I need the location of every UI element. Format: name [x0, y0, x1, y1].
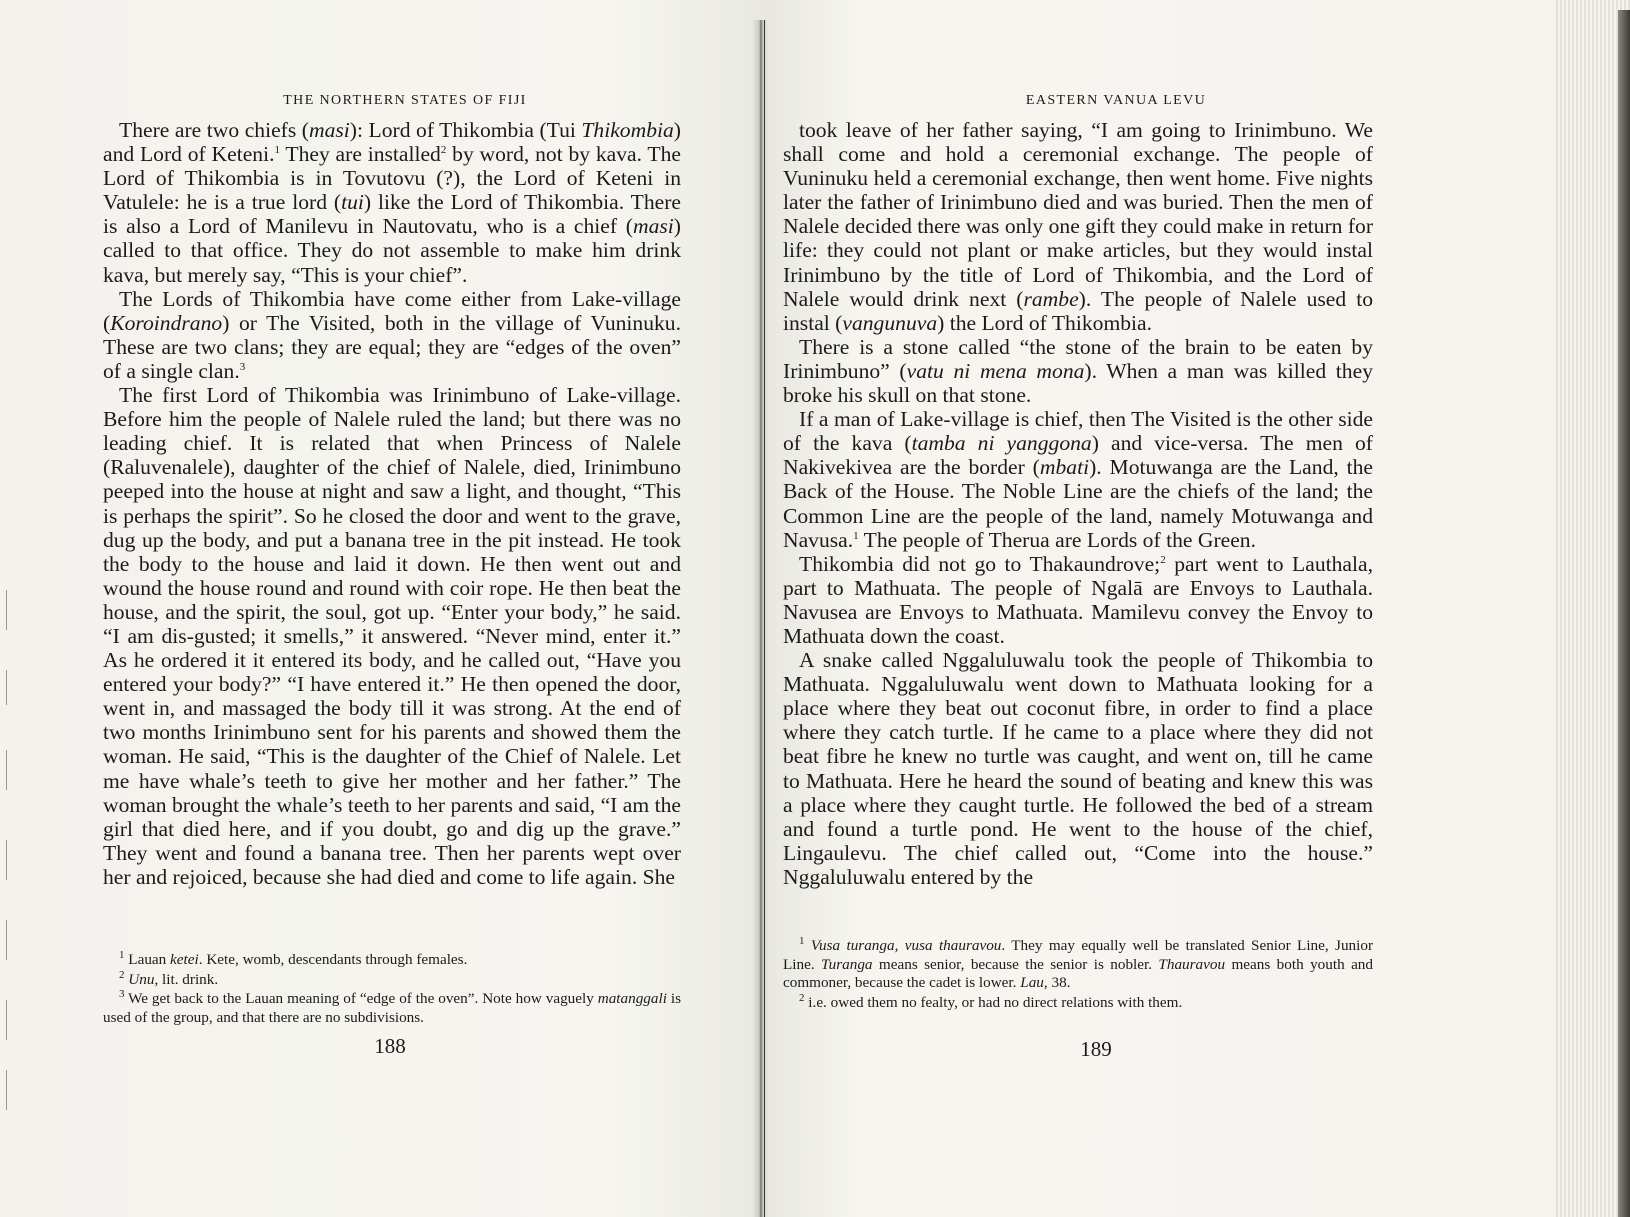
text-run: Lauan — [124, 951, 171, 968]
footnote — [103, 990, 681, 1027]
left-page — [0, 0, 766, 1217]
book-gutter — [752, 20, 768, 1217]
gutter-line — [764, 20, 765, 1217]
running-head: THE NORTHERN STATES OF FIJI — [283, 93, 527, 108]
text-run: The people of Therua are Lords of the Green. — [858, 527, 1256, 552]
text-run: part went to Lauthala, part to Mathuata. The people of Ngalā are Envoys to Lauthala. Navusea are Envoys to Mathuata. Mamilevu convey the Envoy to Mathuata down the coast. — [783, 551, 1373, 648]
note-reference: 2 — [440, 143, 447, 156]
text-run: , lit. drink. — [154, 970, 219, 988]
italic-term: rambe — [1023, 286, 1079, 311]
paragraph — [783, 552, 1373, 648]
note-reference: 2 — [1160, 553, 1166, 566]
text-run: ). When a man was killed they broke his skull on that stone. — [783, 358, 1373, 408]
italic-term: Unu — [128, 970, 155, 988]
text-run: i.e. owed them no fealty, or had no direct relations with them. — [804, 993, 1183, 1011]
text-run: There is a stone called “the stone of the brain to be eaten by Irinimbuno” ( — [783, 334, 1373, 383]
italic-term: matanggali — [597, 990, 667, 1008]
text-run: ) the Lord of Thikombia. — [937, 310, 1153, 335]
text-run: ): Lord of Thikombia (Tui — [349, 118, 582, 142]
note-reference: 1 — [274, 143, 280, 156]
note-reference: 2 — [119, 968, 125, 981]
text-run: The first Lord of Thikombia was Irinimbuno of Lake-village. Before him the people of Nalele ruled the land; but there was no leading chief. It is related that when Princess of Nalele (Raluvenalele), daughter of the chief of Nalele, died, Irinimbuno peeped into the house at night and saw a light, and thought, “This is perhaps the spirit”. So he closed the door and went to the grave, dug up the body, and put a banana tree in the pit instead. He took the body to the house and laid it down. He then went out and wound the house round and round with coir rope. He then beat the house, and the spirit, the soul, got up. “Enter your body,” he said. “I am dis-gusted; it smells,” it answered. “Never mind, enter it.” As he ordered it it entered its body, and he called out, “Have you entered your body?” “I have entered it.” He then opened the door, went in, and massaged the body till it was strong. At the end of two months Irinimbuno sent for his parents and showed them the woman. He said, “This is the daughter of the Chief of Nalele. Let me have whale’s teeth to give her mother and her father.” The woman brought the whale’s teeth to her parents and said, “I am the girl that died here, and if you doubt, go and dig up the grave.” They went and found a banana tree. Then her parents wept over her and rejoiced, because she had died and come to life again. She — [103, 383, 681, 889]
text-run: ) called to that office. They do not assemble to make him drink kava, but merely say, “This is your chief”. — [103, 214, 681, 287]
text-run: The Lords of Thikombia have come either from Lake-village ( — [103, 286, 681, 335]
italic-term: Turanga — [821, 955, 873, 973]
text-run: ) or The Visited, both in the village of Vuninuku. These are two clans; they are equal; they are “edges of the oven” of a single clan. — [103, 310, 681, 383]
footnote — [103, 968, 681, 990]
italic-term: Lau — [1020, 974, 1044, 992]
note-reference: 2 — [799, 991, 805, 1004]
italic-term: masi — [633, 214, 674, 239]
text-run: , 38. — [1043, 974, 1071, 992]
text-run: is used of the group, and that there are no subdivisions. — [103, 990, 681, 1026]
paragraph — [783, 118, 1373, 335]
footnote — [783, 934, 1374, 993]
text-run: ) and Lord of Keteni. — [103, 118, 681, 167]
margin-marks — [6, 590, 10, 1110]
italic-term: tamba ni yanggona — [911, 431, 1092, 456]
italic-term: tui — [341, 190, 364, 215]
note-reference: 1 — [119, 948, 125, 961]
italic-term: Vusa turanga, vusa thauravou — [810, 937, 1002, 954]
page-number: 189 — [1080, 1037, 1112, 1061]
paragraph — [783, 335, 1373, 407]
note-reference: 1 — [853, 529, 859, 542]
paragraph — [783, 648, 1373, 889]
italic-term: vangunuva — [842, 310, 938, 335]
text-run: They are installed — [279, 142, 441, 167]
note-reference: 1 — [799, 934, 805, 947]
text-run: took leave of her father saying, “I am going to Irinimbuno. We shall come and hold a ceremonial exchange. The people of Vuninuku held a ceremonial exchange, then went home. Five nights later the father of Irinimbuno died and was buried. Then the men of Nalele decided there was only one gift they could make in return for life: they could not plant or make articles, but they would instal Irinimbuno by the title of Lord of Thikombia, and the Lord of Nalele would drink next ( — [783, 118, 1374, 311]
footnote — [783, 991, 1373, 1013]
paragraph — [103, 287, 681, 383]
text-run: ). Motuwanga are the Land, the Back of the House. The Noble Line are the chiefs of the land; the Common Line are the people of the land, namely Motuwanga and Navusa. — [783, 455, 1374, 552]
paragraph — [103, 118, 681, 287]
text-run: Thikombia did not go to Thakaundrove; — [799, 551, 1161, 576]
italic-term: Koroindrano — [110, 310, 223, 335]
italic-term: vatu ni mena mona — [906, 358, 1085, 383]
text-run: . They may equally well be translated Senior Line, Junior Line. — [783, 937, 1374, 973]
footnote — [103, 948, 681, 970]
text-run: If a man of Lake-village is chief, then The Visited is the other side of the kava ( — [783, 407, 1373, 456]
running-head: EASTERN VANUA LEVU — [1025, 93, 1207, 108]
italic-term: masi — [309, 118, 350, 142]
note-reference: 3 — [239, 360, 246, 373]
right-page — [766, 0, 1554, 1217]
page-number: 188 — [374, 1034, 406, 1058]
text-run: . Kete, womb, descendants through females. — [198, 951, 468, 968]
text-run: A snake called Nggaluluwalu took the people of Thikombia to Mathuata. Nggaluluwalu went down to Mathuata looking for a place where they beat out coconut fibre, in order to find a place where they catch turtle. If he came to a place where they did not beat fibre he knew no turtle was caught, and went on, till he came to Mathuata. Here he heard the sound of beating and knew this was a place where they caught turtle. He followed the bed of a stream and found a turtle pond. He went to the house of the chief, Lingaulevu. The chief called out, “Come into the house.” Nggaluluwalu entered by the — [783, 648, 1373, 889]
page-edges — [1554, 0, 1630, 1217]
book-cover-edge — [1618, 10, 1630, 1217]
text-run: means both youth and commoner, because the cadet is lower. — [783, 955, 1373, 992]
paragraph — [783, 407, 1373, 552]
text-run: by word, not by kava. The Lord of Thikombia is in Tovutovu (?), the Lord of Keteni in Vatulele: he is a true lord ( — [103, 142, 682, 215]
italic-term: Thikombia — [581, 118, 674, 142]
italic-term: mbati — [1039, 455, 1090, 480]
text-run: ) and vice-versa. The men of Nakivekivea are the border ( — [783, 431, 1373, 480]
text-run: means senior, because the senior is nobler. — [872, 955, 1159, 973]
italic-term: Thauravou — [1158, 955, 1226, 973]
text-run: ) like the Lord of Thikombia. There is also a Lord of Manilevu in Nautovatu, who is a chief ( — [103, 190, 681, 239]
body-text — [103, 118, 681, 889]
text-run: There are two chiefs ( — [119, 118, 309, 142]
footnotes — [103, 948, 681, 1028]
body-text — [783, 118, 1373, 889]
italic-term: ketei — [170, 951, 199, 968]
paragraph — [103, 383, 681, 889]
text-run: ). The people of Nalele used to instal ( — [783, 286, 1374, 335]
text-run: We get back to the Lauan meaning of “edge of the oven”. Note how vaguely — [124, 990, 598, 1008]
note-reference: 3 — [119, 988, 125, 1001]
footnotes — [783, 934, 1374, 1013]
